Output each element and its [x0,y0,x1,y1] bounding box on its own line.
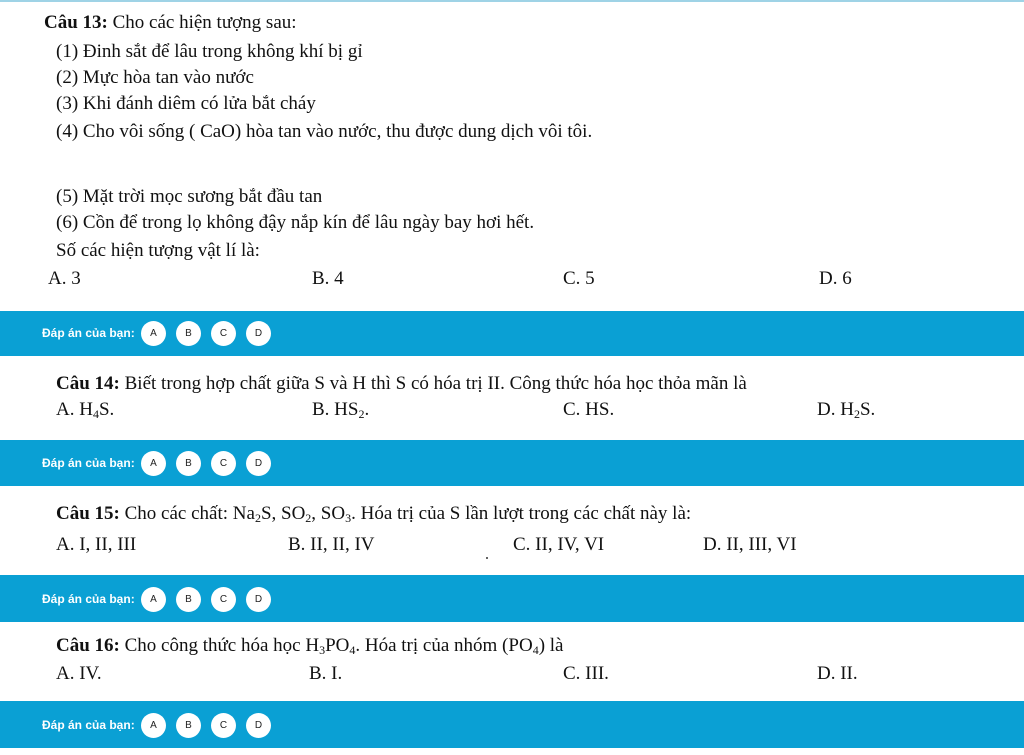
phenomenon-6: (6) Cồn để trong lọ không đậy nắp kín để lâu ngày bay hơi hết. [56,212,535,233]
choice-a-button[interactable]: A [141,587,166,612]
question-text: Biết trong hợp chất giữa S và H thì S có hóa trị II. Công thức hóa học thỏa mãn là [124,373,747,394]
option-d: D. II. [817,663,858,684]
question-text: Cho công thức hóa học $H_3PO_4$. Hóa trị của nhóm $(PO_4)$ là [124,635,564,657]
choice-b-button[interactable]: B [176,587,201,612]
phenomenon-2: (2) Mực hòa tan vào nước [56,67,254,88]
choice-c-button[interactable]: C [211,713,236,738]
question-13-stem [44,12,297,34]
answer-bar-q14 [0,440,1024,486]
stray-dot [486,557,488,559]
choice-c-button[interactable]: C [211,321,236,346]
choice-c-button[interactable]: C [211,587,236,612]
option-c: C. III. [563,663,609,684]
option-b: B. II, II, IV [288,534,375,555]
option-b: B. I. [309,663,343,684]
option-b: B. 4 [312,268,344,289]
question-text: Cho các hiện tượng sau: [112,12,297,33]
option-a: A. $H_4S$. [56,399,115,421]
choice-d-button[interactable]: D [246,713,271,738]
top-divider [0,0,1024,2]
question-number: Câu 15: [56,503,120,524]
option-a: A. I, II, III [56,534,137,555]
phenomenon-4: (4) Cho vôi sống ( CaO) hòa tan vào nước, thu được dung dịch vôi tôi. [56,121,593,142]
choice-a-button[interactable]: A [141,321,166,346]
phenomenon-5: (5) Mặt trời mọc sương bắt đầu tan [56,186,323,207]
answer-label: Đáp án của bạn: [42,456,135,470]
choice-a-button[interactable]: A [141,451,166,476]
option-c: C. 5 [563,268,595,289]
choice-b-button[interactable]: B [176,451,201,476]
choice-d-button[interactable]: D [246,587,271,612]
option-a: A. 3 [48,268,81,289]
choice-d-button[interactable]: D [246,321,271,346]
answer-label: Đáp án của bạn: [42,718,135,732]
question-prompt: Số các hiện tượng vật lí là: [56,240,260,261]
option-d: D. 6 [819,268,852,289]
choice-b-button[interactable]: B [176,321,201,346]
choice-a-button[interactable]: A [141,713,166,738]
choice-d-button[interactable]: D [246,451,271,476]
answer-bar-q13 [0,311,1024,356]
option-c: C. HS. [563,399,615,420]
phenomenon-3: (3) Khi đánh diêm có lửa bắt cháy [56,93,316,114]
question-text: Cho các chất: $Na_2S$, $SO_2$, $SO_3$. Hóa trị của S lần lượt trong các chất này là: [124,503,692,525]
option-b: B. $HS_2$. [312,399,370,421]
option-d: D. $H_2S$. [817,399,876,421]
option-a: A. IV. [56,663,102,684]
choice-c-button[interactable]: C [211,451,236,476]
question-15-stem [56,503,691,525]
answer-bar-q15 [0,575,1024,622]
phenomenon-1: (1) Đinh sắt để lâu trong không khí bị gỉ [56,41,363,62]
choice-b-button[interactable]: B [176,713,201,738]
question-number: Câu 13: [44,12,108,33]
option-c: C. II, IV, VI [513,534,605,555]
question-number: Câu 14: [56,373,120,394]
answer-bar-q16 [0,701,1024,748]
answer-label: Đáp án của bạn: [42,326,135,340]
question-16-stem [56,635,563,657]
answer-label: Đáp án của bạn: [42,592,135,606]
question-number: Câu 16: [56,635,120,656]
question-14-stem [56,373,747,395]
option-d: D. II, III, VI [703,534,797,555]
